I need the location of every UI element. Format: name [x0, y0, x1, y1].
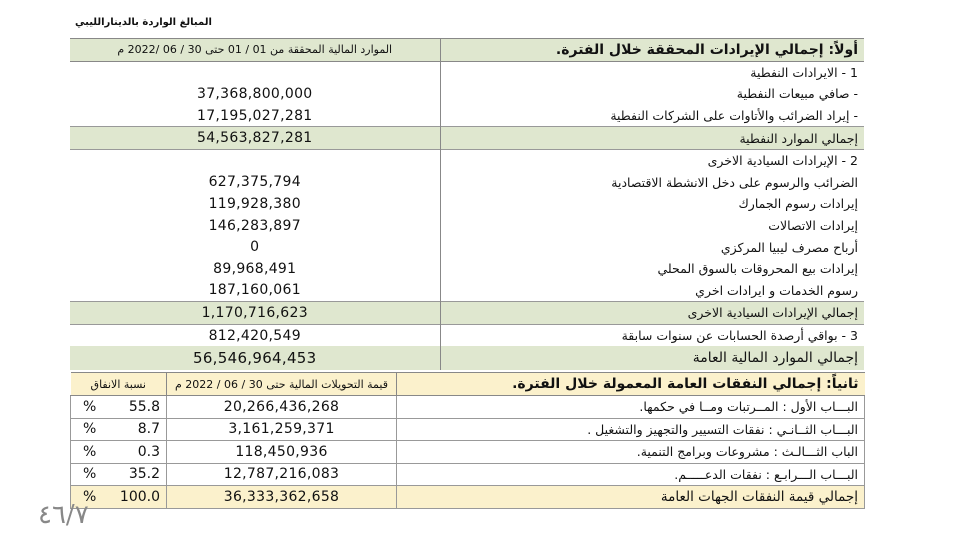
revenue-row: [70, 280, 864, 302]
expense-row: [71, 395, 865, 418]
financial-report-table: [70, 38, 864, 509]
expenses-pct-header: نسبة الانفاق: [71, 373, 167, 396]
revenue-row: [70, 258, 864, 280]
percent-sign: %: [83, 443, 97, 460]
expense-row: [71, 463, 865, 486]
revenue-value: [70, 149, 440, 171]
revenue-label: أرباح مصرف ليبيا المركزي: [440, 236, 864, 258]
expense-label: البـــاب الأول : المــرتبات ومــا في حكمها.: [397, 395, 865, 418]
expense-percent: [71, 463, 167, 486]
revenue-row: [70, 105, 864, 127]
revenue-value: 812,420,549: [208, 327, 301, 344]
expense-label: الباب الثـــالـث : مشروعات وبرامج التنمية.: [397, 441, 865, 464]
revenue-row: [70, 172, 864, 194]
revenues-table: [70, 38, 864, 370]
revenue-row: [70, 127, 864, 150]
expense-label: البـــاب الثــانـي : نفقات التسيير والتجهيز والتشغيل .: [397, 418, 865, 441]
expense-label: البـــاب الـــرابـع : نفقات الدعـــــم.: [397, 463, 865, 486]
expenses-header-row: [71, 373, 865, 396]
percent-value: 100.0: [119, 489, 160, 506]
revenue-label: 3 - بواقي أرصدة الحسابات عن سنوات سابقة: [440, 324, 864, 346]
revenue-value: 17,195,027,281: [196, 107, 313, 124]
revenue-label: إيرادات الاتصالات: [440, 215, 864, 237]
revenue-value: 187,160,061: [208, 282, 301, 299]
percent-value: 8.7: [137, 421, 160, 438]
revenue-label: - إيراد الضرائب والأتاوات على الشركات النفطية: [440, 105, 864, 127]
percent-value: 35.2: [128, 466, 160, 483]
revenue-value: [70, 61, 440, 83]
revenue-value: 1,170,716,623: [70, 302, 440, 325]
revenue-label: رسوم الخدمات و ايرادات اخري: [440, 280, 864, 302]
revenues-section-title: أولاً: إجمالي الإيرادات المحققة خلال الفترة.: [440, 39, 864, 62]
revenue-row: [70, 149, 864, 171]
revenue-label: 1 - الايرادات النفطية: [440, 61, 864, 83]
expense-row: [71, 418, 865, 441]
revenue-label: إجمالي الموارد النفطية: [440, 127, 864, 150]
revenue-row: [70, 61, 864, 83]
revenues-period-header: الموارد المالية المحققة من 01 / 01 حتى 30 / 06 /2022 م: [70, 39, 440, 62]
revenue-row: [70, 346, 864, 370]
expense-percent: [71, 418, 167, 441]
page-number: ٤٦/٧: [38, 500, 89, 530]
revenues-header-row: [70, 39, 864, 62]
expenses-total-label: إجمالي قيمة النفقات الجهات العامة: [397, 486, 865, 509]
expenses-section-title: ثانياً: إجمالي النفقات العامة المعمولة خلال الفترة.: [397, 373, 865, 396]
revenue-label: إجمالي الإيرادات السيادية الاخرى: [440, 302, 864, 325]
percent-sign: %: [83, 489, 97, 506]
currency-caption: المبالغ الواردة بالدينارالليبي: [75, 17, 212, 28]
expenses-total-row: [71, 486, 865, 509]
expense-percent: [71, 395, 167, 418]
revenue-value: 37,368,800,000: [196, 85, 313, 102]
revenue-value: 627,375,794: [208, 174, 301, 191]
revenue-label: - صافي مبيعات النفطية: [440, 83, 864, 105]
revenue-row: [70, 236, 864, 258]
revenue-label: إيرادات رسوم الجمارك: [440, 193, 864, 215]
expense-value: 20,266,436,268: [167, 395, 397, 418]
revenue-value: 54,563,827,281: [70, 127, 440, 150]
revenue-row: [70, 324, 864, 346]
expenses-value-header: قيمة التحويلات المالية حتى 30 / 06 / 2022 م: [167, 373, 397, 396]
revenue-row: [70, 302, 864, 325]
expense-row: [71, 441, 865, 464]
percent-value: 0.3: [137, 443, 160, 460]
revenue-label: الضرائب والرسوم على دخل الانشطة الاقتصادية: [440, 172, 864, 194]
expense-percent: [71, 441, 167, 464]
revenue-label: إيرادات بيع المحروقات بالسوق المحلي: [440, 258, 864, 280]
revenue-value: 0: [250, 239, 260, 256]
percent-value: 55.8: [128, 398, 160, 415]
expenses-table: [70, 372, 865, 509]
expense-value: 3,161,259,371: [167, 418, 397, 441]
percent-sign: %: [83, 421, 97, 438]
expense-value: 12,787,216,083: [167, 463, 397, 486]
revenue-label: 2 - الإيرادات السيادية الاخرى: [440, 149, 864, 171]
revenue-value: 89,968,491: [213, 260, 297, 277]
revenue-row: [70, 83, 864, 105]
revenue-label: إجمالي الموارد المالية العامة: [440, 346, 864, 370]
percent-sign: %: [83, 398, 97, 415]
revenue-value: 119,928,380: [208, 195, 301, 212]
expense-value: 118,450,936: [167, 441, 397, 464]
revenue-value: 56,546,964,453: [70, 346, 440, 370]
revenue-value: 146,283,897: [208, 217, 301, 234]
revenue-row: [70, 193, 864, 215]
percent-sign: %: [83, 466, 97, 483]
revenue-row: [70, 215, 864, 237]
expenses-total-value: 36,333,362,658: [167, 486, 397, 509]
